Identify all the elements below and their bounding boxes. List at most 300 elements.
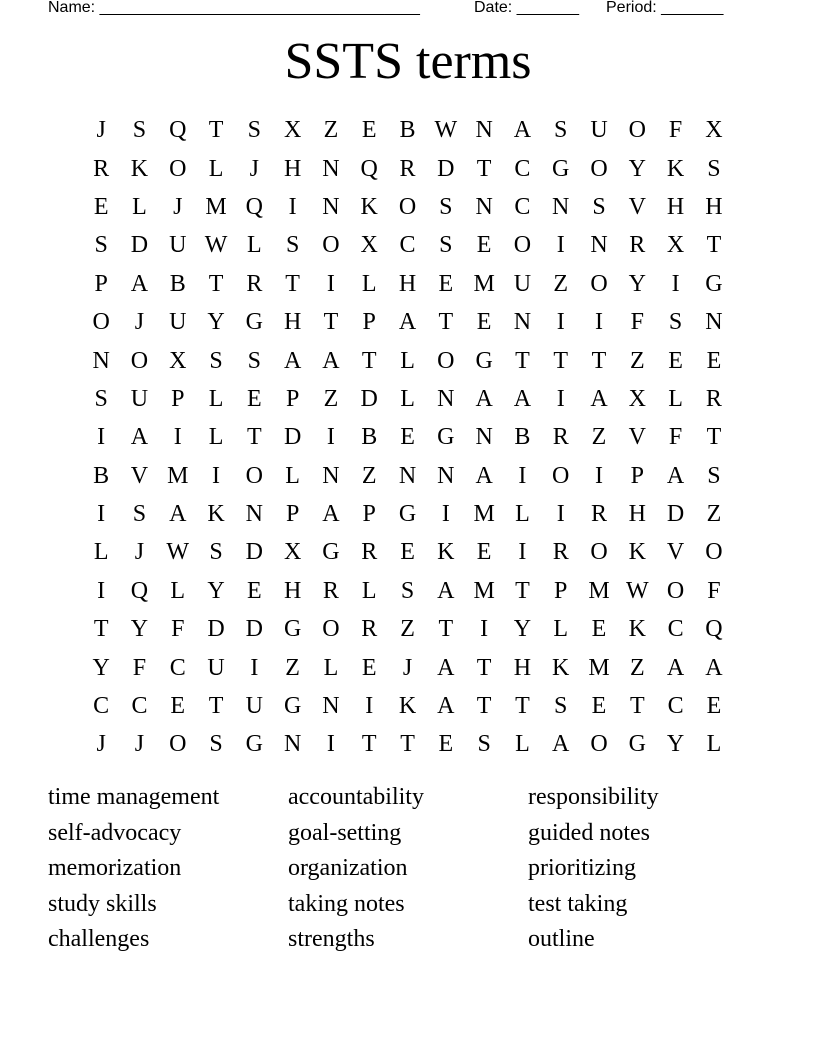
grid-letter: Y [513, 616, 532, 643]
grid-letter: I [441, 501, 450, 528]
grid-letter: M [473, 501, 495, 528]
grid-letter: O [590, 539, 608, 566]
grid-letter: A [169, 501, 187, 528]
grid-letter: X [666, 232, 685, 259]
grid-letter: C [169, 654, 186, 681]
grid-letter: E [361, 117, 377, 144]
grid-letter: E [591, 616, 607, 643]
grid-letter: M [473, 270, 495, 297]
word-bank-item: responsibility [528, 784, 659, 810]
grid-row [82, 533, 733, 571]
grid-letter: R [246, 270, 263, 297]
grid-letter: L [400, 385, 415, 412]
grid-letter: T [438, 616, 454, 643]
grid-letter: R [552, 539, 569, 566]
grid-letter: K [360, 193, 378, 220]
grid-letter: Z [400, 616, 415, 643]
grid-letter: L [706, 731, 722, 758]
grid-letter: W [166, 539, 190, 566]
grid-letter: N [398, 462, 417, 489]
grid-letter: B [169, 270, 186, 297]
grid-letter: S [439, 193, 453, 220]
grid-letter: F [668, 424, 683, 451]
grid-letter: H [666, 193, 685, 220]
grid-letter: E [476, 539, 492, 566]
grid-letter: I [480, 616, 489, 643]
grid-letter: E [247, 385, 262, 412]
grid-letter: L [132, 193, 147, 220]
grid-letter: Z [591, 424, 607, 451]
grid-row [82, 687, 733, 725]
grid-letter: D [666, 501, 685, 528]
grid-letter: N [590, 232, 608, 259]
grid-letter: F [132, 654, 147, 681]
grid-letter: Y [666, 731, 685, 758]
word-bank [48, 780, 768, 958]
grid-letter: I [326, 270, 335, 297]
grid-letter: L [247, 232, 262, 259]
grid-letter: K [207, 501, 225, 528]
grid-row [82, 265, 733, 303]
grid-letter: R [322, 577, 339, 604]
grid-letter: Y [207, 577, 225, 604]
grid-letter: T [400, 731, 415, 758]
grid-letter: G [628, 731, 646, 758]
grid-letter: S [592, 193, 606, 220]
grid-letter: W [625, 577, 649, 604]
grid-letter: R [93, 155, 110, 182]
grid-letter: S [707, 462, 721, 489]
grid-letter: A [437, 654, 455, 681]
grid-letter: R [399, 155, 416, 182]
grid-letter: U [169, 232, 187, 259]
grid-letter: O [398, 193, 417, 220]
grid-letter: O [92, 309, 110, 336]
grid-letter: D [130, 232, 149, 259]
grid-letter: I [326, 731, 335, 758]
grid-letter: M [588, 654, 610, 681]
grid-letter: P [285, 385, 300, 412]
grid-letter: E [361, 654, 377, 681]
grid-letter: T [93, 616, 109, 643]
grid-row [82, 418, 733, 456]
word-bank-item: strengths [288, 926, 375, 952]
word-bank-item: test taking [528, 890, 628, 917]
word-bank-item: guided notes [528, 819, 650, 846]
grid-letter: U [245, 693, 263, 720]
grid-letter: N [245, 501, 263, 528]
grid-letter: K [437, 539, 455, 566]
grid-letter: C [514, 193, 531, 220]
grid-row [82, 188, 733, 226]
grid-letter: O [590, 155, 608, 182]
grid-letter: T [515, 577, 530, 604]
grid-letter: J [249, 155, 259, 182]
grid-row [82, 457, 733, 495]
grid-letter: L [515, 731, 530, 758]
grid-letter: L [93, 539, 109, 566]
grid-letter: B [361, 424, 378, 451]
grid-letter: F [630, 309, 644, 336]
grid-letter: T [361, 347, 377, 374]
grid-letter: I [212, 462, 221, 489]
grid-letter: G [552, 155, 570, 182]
grid-letter: A [666, 654, 685, 681]
grid-letter: J [96, 731, 106, 758]
grid-letter: T [706, 232, 722, 259]
grid-letter: T [323, 309, 339, 336]
grid-letter: Z [629, 347, 645, 374]
grid-letter: V [628, 424, 646, 451]
grid-letter: R [629, 232, 646, 259]
grid-letter: B [514, 424, 531, 451]
grid-letter: P [171, 385, 185, 412]
grid-letter: N [322, 462, 340, 489]
name-field-label: Name: ____________________________________ [48, 0, 420, 16]
grid-letter: U [169, 309, 187, 336]
grid-letter: T [706, 424, 722, 451]
grid-row [82, 149, 733, 187]
grid-letter: X [283, 117, 302, 144]
grid-letter: G [398, 501, 417, 528]
grid-letter: I [326, 424, 335, 451]
grid-letter: A [283, 347, 302, 374]
grid-letter: X [169, 347, 187, 374]
grid-letter: I [97, 577, 106, 604]
grid-letter: E [400, 539, 415, 566]
grid-letter: E [438, 731, 454, 758]
grid-letter: A [513, 117, 532, 144]
word-bank-item: taking notes [288, 890, 405, 917]
grid-letter: B [93, 462, 110, 489]
grid-letter: I [97, 424, 106, 451]
grid-letter: L [668, 385, 683, 412]
grid-letter: W [434, 117, 458, 144]
grid-letter: T [208, 693, 224, 720]
grid-letter: U [207, 654, 225, 681]
word-bank-item: organization [288, 855, 408, 881]
grid-letter: A [130, 270, 149, 297]
grid-letter: S [209, 539, 223, 566]
grid-letter: K [398, 693, 417, 720]
grid-letter: H [283, 155, 302, 182]
grid-letter: L [285, 462, 300, 489]
grid-letter: S [94, 385, 108, 412]
grid-letter: A [513, 385, 532, 412]
grid-letter: Z [285, 654, 300, 681]
grid-letter: J [96, 117, 106, 144]
grid-letter: O [245, 462, 263, 489]
grid-letter: I [595, 309, 603, 336]
grid-letter: P [94, 270, 108, 297]
grid-letter: L [208, 155, 224, 182]
grid-letter: J [134, 309, 145, 336]
grid-letter: R [552, 424, 569, 451]
grid-letter: A [552, 731, 570, 758]
grid-letter: D [245, 539, 263, 566]
grid-letter: I [250, 654, 259, 681]
grid-letter: V [130, 462, 149, 489]
grid-letter: Q [169, 117, 187, 144]
grid-letter: S [247, 347, 262, 374]
grid-letter: X [705, 117, 723, 144]
grid-letter: G [245, 309, 263, 336]
worksheet-header [48, 0, 724, 18]
grid-letter: G [322, 539, 340, 566]
grid-letter: G [475, 347, 493, 374]
grid-letter: N [705, 309, 723, 336]
grid-letter: E [706, 347, 722, 374]
grid-letter: D [283, 424, 302, 451]
word-bank-item: goal-setting [288, 819, 402, 846]
grid-letter: N [552, 193, 570, 220]
grid-letter: Y [628, 270, 646, 297]
grid-letter: J [134, 731, 145, 758]
grid-letter: U [513, 270, 532, 297]
word-bank-item: prioritizing [528, 855, 636, 881]
grid-letter: K [628, 616, 646, 643]
grid-row [82, 495, 733, 533]
grid-letter: G [245, 731, 263, 758]
grid-letter: T [591, 347, 607, 374]
grid-letter: T [208, 117, 224, 144]
grid-letter: H [283, 577, 302, 604]
grid-letter: Z [706, 501, 722, 528]
grid-letter: T [476, 155, 492, 182]
grid-letter: G [283, 693, 302, 720]
grid-letter: H [705, 193, 723, 220]
grid-letter: E [706, 693, 722, 720]
grid-letter: I [671, 270, 680, 297]
grid-letter: A [705, 654, 723, 681]
grid-letter: C [514, 155, 531, 182]
grid-letter: I [173, 424, 182, 451]
grid-letter: U [130, 385, 149, 412]
grid-letter: T [247, 424, 262, 451]
grid-letter: P [630, 462, 644, 489]
grid-letter: I [556, 385, 565, 412]
grid-row [82, 572, 733, 610]
grid-letter: S [707, 155, 721, 182]
grid-letter: C [399, 232, 416, 259]
grid-letter: T [361, 731, 377, 758]
grid-letter: P [362, 501, 376, 528]
grid-letter: R [705, 385, 722, 412]
grid-letter: S [400, 577, 415, 604]
grid-letter: G [283, 616, 302, 643]
grid-letter: P [362, 309, 376, 336]
grid-letter: O [169, 155, 187, 182]
grid-letter: V [666, 539, 685, 566]
word-search-grid [82, 111, 733, 764]
grid-letter: T [285, 270, 300, 297]
grid-row [82, 111, 733, 149]
grid-letter: P [554, 577, 568, 604]
grid-letter: S [477, 731, 491, 758]
grid-row [82, 380, 733, 418]
grid-letter: T [476, 693, 492, 720]
grid-letter: S [94, 232, 108, 259]
grid-letter: O [552, 462, 570, 489]
grid-letter: L [515, 501, 530, 528]
grid-letter: Q [245, 193, 263, 220]
grid-letter: E [591, 693, 607, 720]
grid-letter: T [515, 693, 530, 720]
grid-letter: O [705, 539, 723, 566]
grid-letter: E [476, 232, 492, 259]
grid-letter: N [437, 462, 455, 489]
word-bank-item: challenges [48, 926, 150, 952]
grid-row [82, 648, 733, 686]
grid-letter: J [173, 193, 183, 220]
grid-letter: I [518, 539, 527, 566]
grid-letter: M [205, 193, 227, 220]
grid-letter: H [283, 309, 302, 336]
grid-letter: N [437, 385, 455, 412]
grid-letter: N [322, 155, 340, 182]
grid-letter: Y [628, 155, 646, 182]
word-bank-item: accountability [288, 784, 424, 810]
grid-letter: B [399, 117, 416, 144]
grid-letter: N [322, 693, 340, 720]
grid-letter: M [588, 577, 610, 604]
grid-letter: A [398, 309, 417, 336]
grid-letter: E [668, 347, 683, 374]
grid-letter: W [204, 232, 228, 259]
grid-letter: A [475, 462, 493, 489]
grid-letter: N [92, 347, 110, 374]
period-field-label: Period: _______ [606, 0, 724, 16]
grid-letter: V [628, 193, 646, 220]
grid-letter: E [438, 270, 454, 297]
grid-letter: A [475, 385, 493, 412]
grid-letter: Z [361, 462, 377, 489]
word-bank-item: time management [48, 784, 220, 810]
grid-letter: I [556, 309, 565, 336]
word-bank-item: outline [528, 926, 595, 952]
grid-letter: E [247, 577, 262, 604]
grid-letter: T [553, 347, 569, 374]
grid-letter: P [285, 501, 300, 528]
grid-letter: U [590, 117, 608, 144]
grid-letter: A [322, 347, 340, 374]
grid-letter: A [437, 693, 455, 720]
grid-letter: D [207, 616, 225, 643]
grid-letter: N [475, 117, 493, 144]
grid-letter: D [437, 155, 455, 182]
grid-letter: L [208, 385, 224, 412]
grid-letter: I [518, 462, 527, 489]
grid-letter: Z [553, 270, 569, 297]
grid-letter: L [208, 424, 224, 451]
grid-letter: R [591, 501, 608, 528]
grid-letter: E [400, 424, 415, 451]
grid-letter: D [360, 385, 378, 412]
grid-letter: S [668, 309, 683, 336]
grid-letter: Q [130, 577, 149, 604]
grid-letter: Y [130, 616, 149, 643]
grid-letter: O [628, 117, 646, 144]
grid-letter: I [595, 462, 603, 489]
grid-letter: I [288, 193, 297, 220]
grid-letter: I [556, 232, 565, 259]
grid-letter: I [97, 501, 106, 528]
grid-letter: C [667, 616, 684, 643]
grid-letter: E [93, 193, 109, 220]
grid-letter: S [209, 731, 223, 758]
grid-letter: A [590, 385, 608, 412]
grid-row [82, 303, 733, 341]
grid-letter: J [402, 654, 413, 681]
grid-letter: N [283, 731, 302, 758]
grid-letter: T [438, 309, 454, 336]
grid-letter: N [322, 193, 340, 220]
grid-letter: S [554, 117, 568, 144]
grid-letter: F [707, 577, 721, 604]
grid-letter: L [361, 577, 377, 604]
grid-letter: O [590, 731, 608, 758]
grid-letter: S [132, 501, 147, 528]
grid-letter: S [247, 117, 262, 144]
grid-letter: A [666, 462, 685, 489]
grid-letter: K [552, 654, 570, 681]
grid-letter: E [476, 309, 492, 336]
grid-letter: Q [360, 155, 378, 182]
grid-letter: A [437, 577, 455, 604]
grid-letter: O [437, 347, 455, 374]
grid-letter: X [628, 385, 646, 412]
grid-letter: D [245, 616, 263, 643]
grid-letter: O [322, 232, 340, 259]
grid-letter: Y [207, 309, 225, 336]
grid-letter: L [553, 616, 569, 643]
word-bank-item: study skills [48, 890, 157, 917]
grid-letter: L [170, 577, 186, 604]
grid-letter: F [171, 616, 185, 643]
grid-letter: Y [92, 654, 110, 681]
grid-letter: X [360, 232, 378, 259]
grid-letter: L [400, 347, 415, 374]
grid-letter: T [476, 654, 492, 681]
grid-row [82, 610, 733, 648]
grid-letter: C [131, 693, 148, 720]
word-bank-item: self-advocacy [48, 819, 182, 846]
grid-letter: F [668, 117, 683, 144]
grid-letter: C [93, 693, 110, 720]
grid-letter: J [134, 539, 145, 566]
grid-letter: O [130, 347, 149, 374]
grid-row [82, 226, 733, 264]
grid-letter: Z [323, 117, 339, 144]
grid-letter: N [475, 193, 493, 220]
grid-letter: I [365, 693, 374, 720]
grid-letter: E [170, 693, 186, 720]
grid-letter: O [322, 616, 340, 643]
grid-letter: K [666, 155, 685, 182]
grid-letter: I [556, 501, 565, 528]
grid-row [82, 341, 733, 379]
grid-letter: K [628, 539, 646, 566]
grid-letter: S [132, 117, 147, 144]
grid-letter: H [513, 654, 532, 681]
grid-letter: S [439, 232, 453, 259]
grid-letter: K [130, 155, 149, 182]
grid-letter: O [513, 232, 532, 259]
grid-letter: G [705, 270, 723, 297]
date-field-label: Date: _______ [474, 0, 579, 16]
grid-letter: H [398, 270, 417, 297]
grid-letter: R [361, 539, 378, 566]
